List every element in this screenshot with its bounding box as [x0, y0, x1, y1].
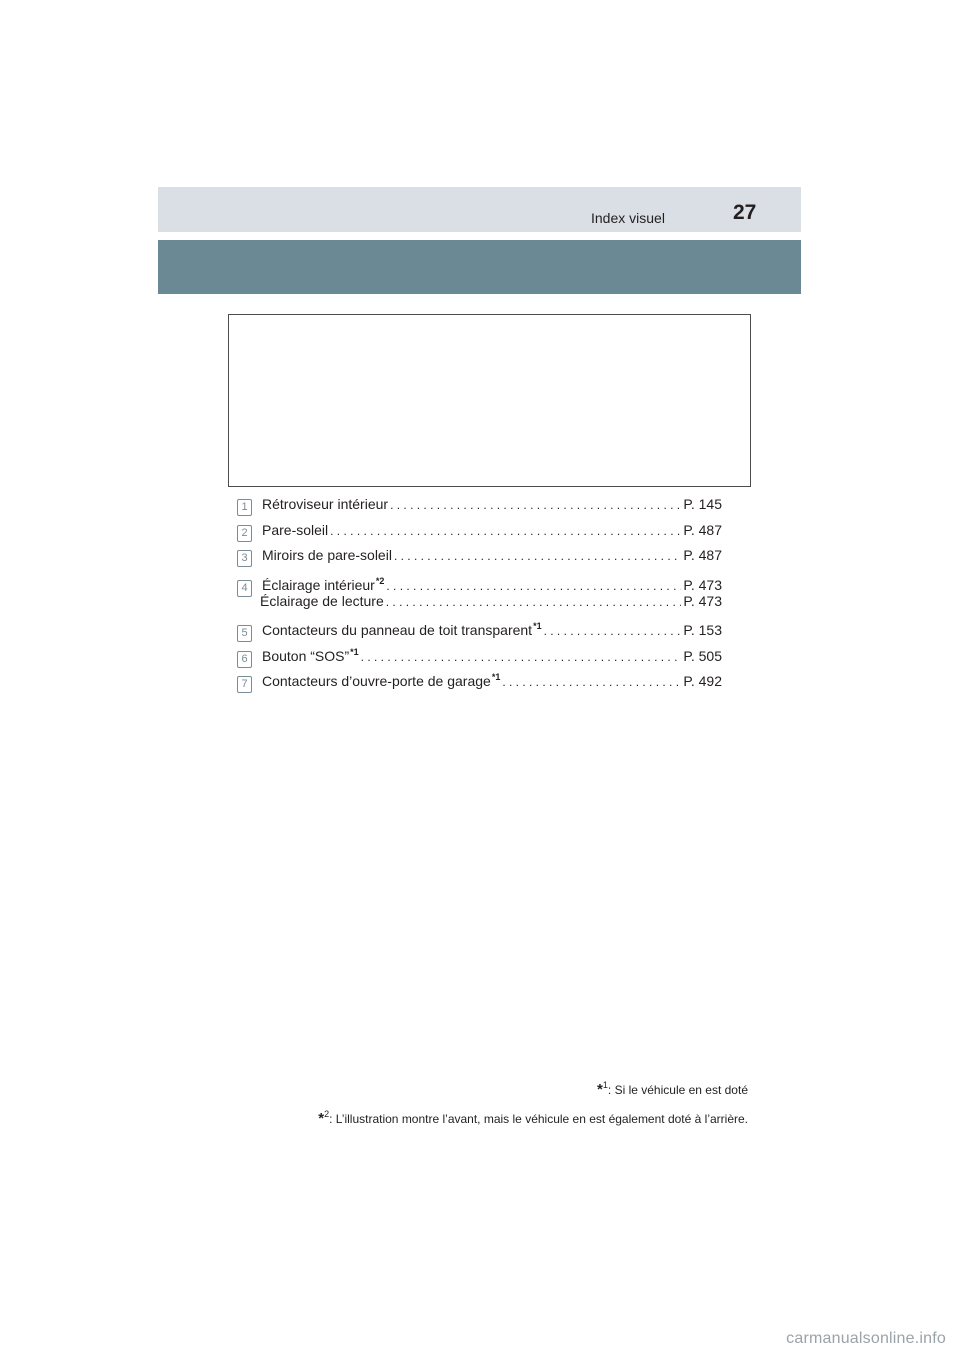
leader-dots [330, 521, 681, 541]
entry-label-text: Bouton “SOS” [262, 647, 350, 664]
item-number-badge: 2 [237, 525, 252, 542]
header-band [158, 187, 801, 232]
entry-label [262, 667, 500, 691]
item-number-badge: 7 [237, 676, 252, 693]
entry-label [262, 520, 328, 540]
entry-line [237, 591, 722, 611]
section-bar [158, 240, 801, 294]
footnote-asterisk: * [318, 1110, 325, 1127]
footnote-marker: *1 [533, 621, 542, 631]
footnote-text: : Si le véhicule en est doté [607, 1083, 748, 1097]
entry-label [262, 494, 388, 514]
entry-label-text: Éclairage de lecture [260, 592, 384, 609]
leader-dots [544, 621, 682, 641]
entry-label [260, 591, 384, 611]
entry-label [262, 642, 359, 666]
page-reference-link[interactable]: P. 473 [683, 576, 722, 593]
entry-label-text: Rétroviseur intérieur [262, 496, 389, 512]
footnote-line [318, 1073, 748, 1102]
entry-line [237, 494, 722, 514]
entry-list [237, 494, 722, 693]
header-title: Index visuel [591, 210, 665, 226]
item-number-badge: 3 [237, 550, 252, 567]
page-reference-link[interactable]: P. 492 [683, 673, 722, 689]
footnote-marker: *1 [350, 646, 359, 657]
list-item [237, 667, 722, 690]
entry-label [262, 616, 542, 640]
page-reference-link[interactable]: P. 473 [683, 592, 722, 609]
item-number-badge: 6 [237, 651, 252, 668]
footnote-text: : L’illustration montre l’avant, mais le véhicule en est également doté à l’arrière. [329, 1112, 748, 1126]
footnote-number: 1 [602, 1080, 608, 1090]
page-number: 27 [733, 201, 757, 224]
entry-label-text: Pare-soleil [262, 521, 329, 538]
list-item [237, 616, 722, 639]
entry-line [237, 667, 722, 690]
leader-dots [394, 546, 681, 566]
entry-line [237, 642, 722, 665]
list-item [237, 494, 722, 514]
footnotes [318, 1073, 748, 1131]
entry-label-text: Miroirs de pare-soleil [262, 547, 392, 563]
page-reference-link[interactable]: P. 487 [683, 521, 722, 538]
list-item [237, 642, 722, 665]
illustration-frame [228, 314, 751, 487]
list-item [237, 545, 722, 565]
footnote-marker: *1 [491, 672, 501, 682]
entry-line [237, 545, 722, 565]
page-reference-link[interactable]: P. 505 [683, 647, 722, 664]
leader-dots [361, 647, 682, 667]
item-number-badge: 1 [237, 499, 252, 516]
item-number-badge: 4 [237, 580, 252, 597]
entry-line [237, 571, 722, 594]
page-reference-link[interactable]: P. 145 [683, 496, 722, 512]
list-item [237, 571, 722, 611]
leader-dots [386, 592, 682, 612]
leader-dots [390, 495, 681, 515]
entry-label [262, 545, 392, 565]
leader-dots [502, 672, 681, 692]
footnote-asterisk: * [597, 1081, 603, 1098]
footnote-marker: *2 [375, 575, 385, 586]
page-reference-link[interactable]: P. 487 [683, 547, 722, 563]
page-reference-link[interactable]: P. 153 [683, 622, 722, 638]
list-item [237, 520, 722, 540]
entry-line [237, 616, 722, 639]
item-number-badge: 5 [237, 625, 252, 642]
entry-label-text: Contacteurs du panneau de toit transparent [262, 622, 533, 638]
entry-label-text: Éclairage intérieur [262, 576, 375, 593]
entry-label-text: Contacteurs d’ouvre-porte de garage [262, 673, 491, 689]
watermark: carmanualsonline.info [786, 1330, 946, 1347]
entry-line [237, 520, 722, 540]
footnote-line [318, 1102, 748, 1131]
footnote-number: 2 [324, 1109, 330, 1119]
